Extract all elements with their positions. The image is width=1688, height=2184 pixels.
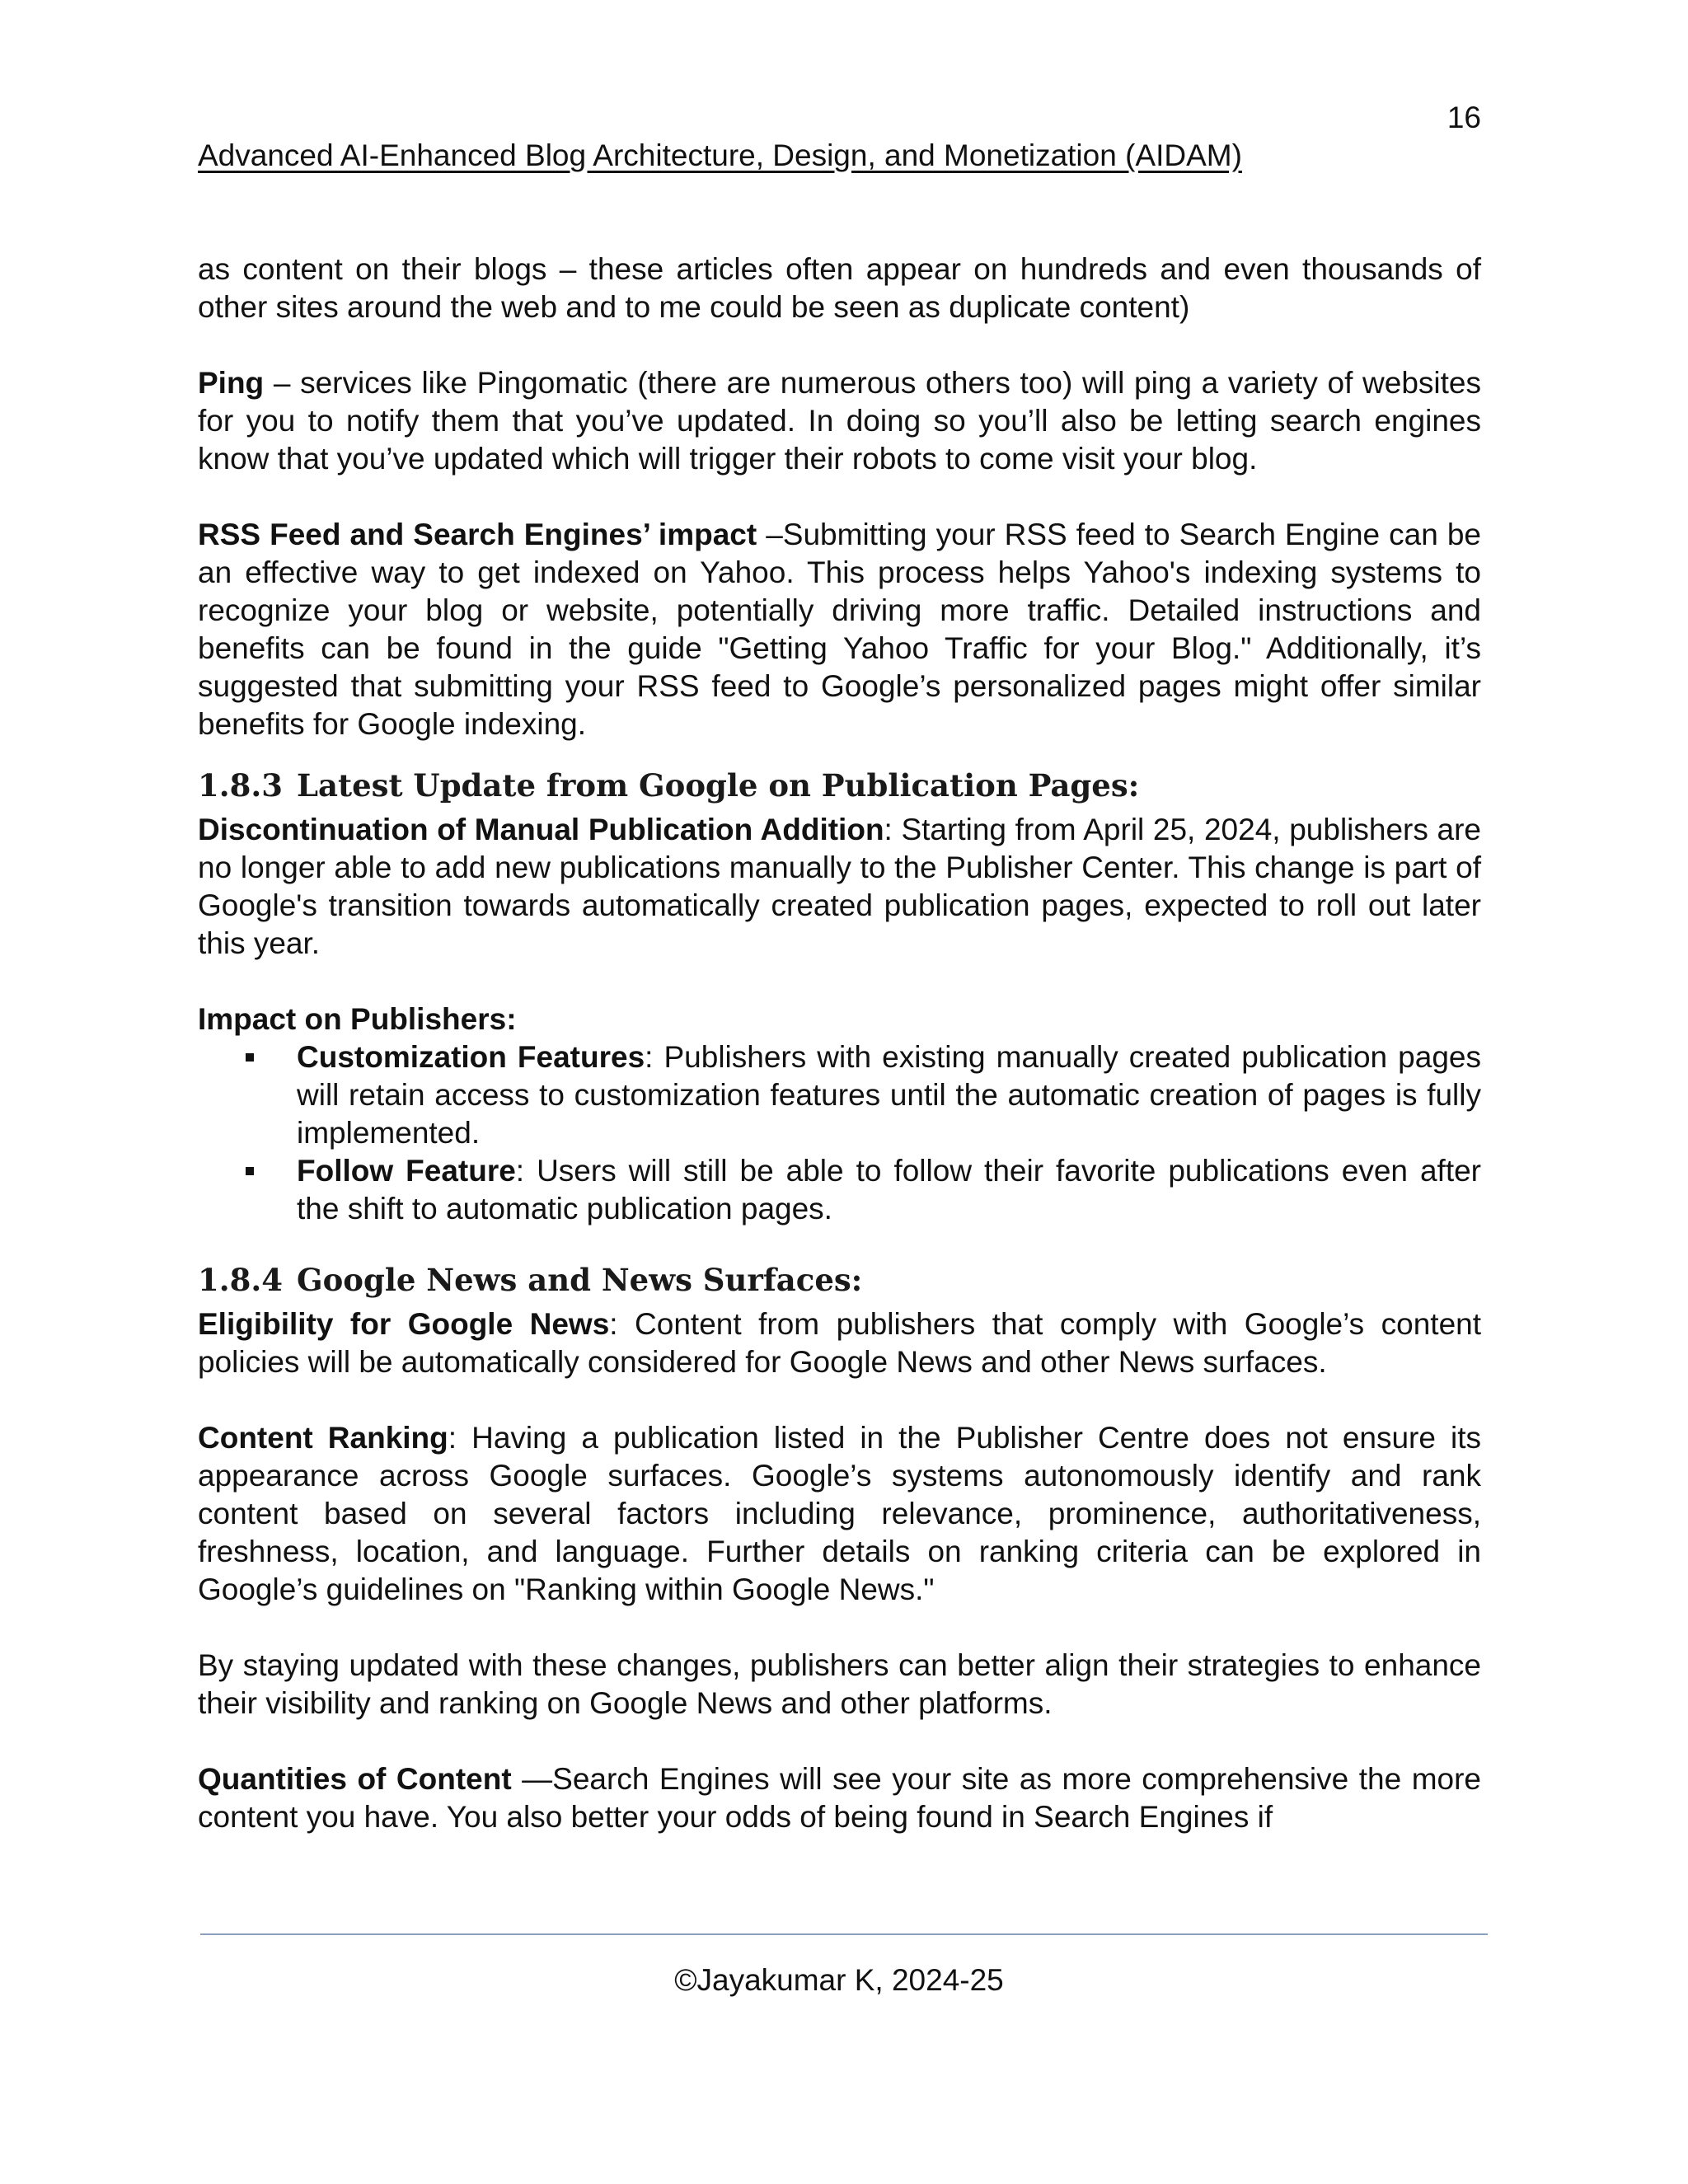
- list-item: [198, 1152, 1481, 1228]
- staying-updated-paragraph: By staying updated with these changes, publishers can better align their strategies to enhance their visibility and ranking on Google News and other platforms.: [198, 1648, 1481, 1720]
- bullet-text: : Users will still be able to follow their favorite publications even after the shift to automatic publication pages.: [297, 1154, 1482, 1226]
- section-title: Google News and News Surfaces:: [297, 1262, 863, 1298]
- section-number: 1.8.4: [198, 1262, 283, 1298]
- eligibility-text: : Content from publishers that comply with Google’s content policies will be automatically considered for Google News and other News surfaces.: [198, 1307, 1482, 1379]
- rss-paragraph: [198, 516, 1481, 743]
- quantities-text: —Search Engines will see your site as more comprehensive the more content you have. You also better your odds of being found in Search Engines if: [198, 1762, 1481, 1834]
- discontinuation-paragraph: [198, 811, 1481, 963]
- page-body: [198, 251, 1481, 1836]
- square-bullet-icon: [246, 1053, 254, 1062]
- footer-divider: [200, 1933, 1488, 1935]
- ping-paragraph: [198, 364, 1481, 478]
- list-item: [198, 1038, 1481, 1152]
- eligibility-term: Eligibility for Google News: [198, 1307, 610, 1341]
- impact-heading: Impact on Publishers:: [198, 1002, 517, 1036]
- content-ranking-paragraph: [198, 1419, 1481, 1609]
- intro-paragraph: as content on their blogs – these articles often appear on hundreds and even thousands of other sites around the web and to me could be seen as duplicate content): [198, 252, 1481, 324]
- content-ranking-term: Content Ranking: [198, 1421, 448, 1455]
- footer-copyright: ©Jayakumar K, 2024-25: [674, 1963, 1004, 1997]
- eligibility-paragraph: [198, 1305, 1481, 1381]
- bullet-term: Customization Features: [297, 1040, 645, 1074]
- discontinuation-text: : Starting from April 25, 2024, publishers are no longer able to add new publications manually to the Publisher Center. This change is part of Google's transition towards automatically created publication pages, expected to roll out later this year.: [198, 813, 1481, 960]
- rss-term: RSS Feed and Search Engines’ impact: [198, 518, 757, 551]
- section-heading-1-8-4: [198, 1261, 1481, 1299]
- section-title: Latest Update from Google on Publication Pages:: [297, 767, 1140, 804]
- bullet-term: Follow Feature: [297, 1154, 516, 1188]
- rss-text: –Submitting your RSS feed to Search Engine can be an effective way to get indexed on Yahoo. This process helps Yahoo's indexing systems to recognize your blog or website, potentially driving more traffic. Detailed instructions and benefits can be found in the guide "Getting Yahoo Traffic for your Blog." Additionally, it’s suggested that submitting your RSS feed to Google’s personalized pages might offer similar benefits for Google indexing.: [198, 518, 1482, 741]
- quantities-term: Quantities of Content: [198, 1762, 512, 1796]
- bullet-text: : Publishers with existing manually created publication pages will retain access to customization features until the automatic creation of pages is fully implemented.: [297, 1040, 1481, 1150]
- page-number: 16: [1447, 101, 1481, 134]
- section-number: 1.8.3: [198, 767, 283, 804]
- content-ranking-text: : Having a publication listed in the Publisher Centre does not ensure its appearance across Google surfaces. Google’s systems autonomously identify and rank content based on several factors including relevance, prominence, authoritativeness, freshness, location, and language. Further details on ranking criteria can be explored in Google’s guidelines on "Ranking within Google News.": [198, 1421, 1482, 1606]
- ping-text: – services like Pingomatic (there are numerous others too) will ping a variety of websites for you to notify them that you’ve updated. In doing so you’ll also be letting search engines know that you’ve updated which will trigger their robots to come visit your blog.: [198, 366, 1481, 476]
- ping-term: Ping: [198, 366, 265, 400]
- impact-bullet-list: [198, 1038, 1481, 1228]
- quantities-paragraph: [198, 1760, 1481, 1836]
- square-bullet-icon: [246, 1167, 254, 1175]
- section-heading-1-8-3: [198, 766, 1481, 804]
- discontinuation-term: Discontinuation of Manual Publication Addition: [198, 813, 884, 846]
- running-header-title: Advanced AI-Enhanced Blog Architecture, Design, and Monetization (AIDAM): [198, 138, 1242, 172]
